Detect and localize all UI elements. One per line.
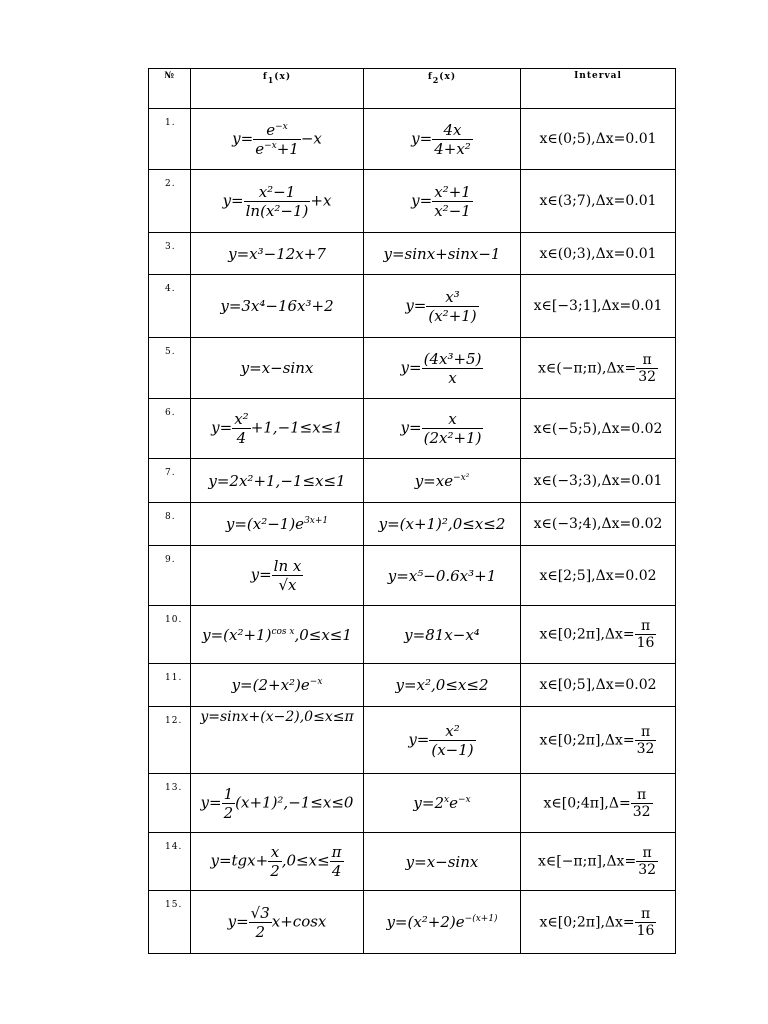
f1-cell: y= $\frac{\text{ln x}}{√x}$: [191, 546, 364, 606]
row-number: 2.: [149, 170, 191, 233]
interval-cell: x∈[2;5],Δx=0.02: [521, 546, 676, 606]
row-number: 11.: [149, 664, 191, 707]
f2-cell: y=x−sinx: [364, 833, 521, 891]
f2-cell: y= $\frac{x}{\text{(2x²+1)}}$: [364, 399, 521, 459]
table-row: [149, 546, 676, 606]
interval-cell: x∈(−π;π),Δx= $\frac{\pi}{32}$: [521, 338, 676, 399]
header-num: №: [149, 69, 191, 109]
f1-cell: y= $\frac{e^{-x}}{e^{-x}+1}$ −x: [191, 109, 364, 170]
interval-cell: x∈(−3;4),Δx=0.02: [521, 503, 676, 546]
header-f1: f1(x): [191, 69, 364, 109]
f1-cell: y=tgx+ $\frac{x}{2}$ ,0≤x≤ $\frac{\pi}{4}$: [191, 833, 364, 891]
interval-cell: x∈(0;3),Δx=0.01: [521, 233, 676, 275]
table-row: [149, 606, 676, 664]
table-row: [149, 774, 676, 833]
row-number: 3.: [149, 233, 191, 275]
table-row: [149, 707, 676, 774]
table-row: [149, 399, 676, 459]
f2-cell: $y=(x^2+2)e^{-(x+1)}$: [364, 891, 521, 954]
interval-cell: x∈(−3;3),Δx=0.01: [521, 459, 676, 503]
table-row: [149, 833, 676, 891]
header-f2: f2(x): [364, 69, 521, 109]
interval-cell: x∈[0;2π],Δx= $\frac{\pi}{16}$: [521, 606, 676, 664]
f1-cell: y=sinx+(x−2),0≤x≤π: [191, 707, 364, 774]
f1-cell: y= $\frac{\text{x²−1}}{\text{ln(x²−1)}}$ +x: [191, 170, 364, 233]
f1-cell: y=2x²+1,−1≤x≤1: [191, 459, 364, 503]
row-number: 12.: [149, 707, 191, 774]
row-number: 5.: [149, 338, 191, 399]
row-number: 13.: [149, 774, 191, 833]
table-row: [149, 664, 676, 707]
interval-cell: x∈[−π;π],Δx= $\frac{\pi}{32}$: [521, 833, 676, 891]
table-row: [149, 503, 676, 546]
f2-cell: y= $\frac{\text{x²}}{(x-1)}$: [364, 707, 521, 774]
row-number: 10.: [149, 606, 191, 664]
f1-cell: y= $\frac{1}{2}$ (x+1)²,−1≤x≤0: [191, 774, 364, 833]
interval-cell: x∈[0;2π],Δx= $\frac{\pi}{32}$: [521, 707, 676, 774]
f2-cell: y=x²,0≤x≤2: [364, 664, 521, 707]
f1-cell: y=x−sinx: [191, 338, 364, 399]
f1-cell: $y=(x^2-1)e^{3x+1}$: [191, 503, 364, 546]
row-number: 8.: [149, 503, 191, 546]
f1-cell: $y=(x^2+1)^{cos x},0\le x\le 1$: [191, 606, 364, 664]
table-row: [149, 233, 676, 275]
interval-cell: x∈(3;7),Δx=0.01: [521, 170, 676, 233]
row-number: 14.: [149, 833, 191, 891]
f1-cell: y= $\frac{√3}{2}$ x+cosx: [191, 891, 364, 954]
header-row: [149, 69, 676, 109]
f1-cell: y= $\frac{\text{x²}}{4}$ +1,−1≤x≤1: [191, 399, 364, 459]
row-number: 15.: [149, 891, 191, 954]
table-row: [149, 170, 676, 233]
interval-cell: x∈(0;5),Δx=0.01: [521, 109, 676, 170]
f2-cell: y= $\frac{\text{(4x³+5)}}{x}$: [364, 338, 521, 399]
interval-cell: x∈(−5;5),Δx=0.02: [521, 399, 676, 459]
row-number: 6.: [149, 399, 191, 459]
table-row: [149, 109, 676, 170]
f2-cell: y=x⁵−0.6x³+1: [364, 546, 521, 606]
f2-cell: $y=2^xe^{-x}$: [364, 774, 521, 833]
header-interval: Interval: [521, 69, 676, 109]
function-table: [148, 68, 676, 954]
row-number: 4.: [149, 275, 191, 338]
f2-cell: $y=xe^{-x^2}$: [364, 459, 521, 503]
f1-cell: $y=(2+x^2)e^{-x}$: [191, 664, 364, 707]
f1-cell: y=3x⁴−16x³+2: [191, 275, 364, 338]
interval-cell: x∈[0;5],Δx=0.02: [521, 664, 676, 707]
f2-cell: y=81x−x⁴: [364, 606, 521, 664]
interval-cell: x∈[−3;1],Δx=0.01: [521, 275, 676, 338]
table-row: [149, 891, 676, 954]
f2-cell: y=sinx+sinx−1: [364, 233, 521, 275]
row-number: 9.: [149, 546, 191, 606]
interval-cell: x∈[0;2π],Δx= $\frac{\pi}{16}$: [521, 891, 676, 954]
interval-cell: x∈[0;4π],Δ= $\frac{\pi}{32}$: [521, 774, 676, 833]
row-number: 1.: [149, 109, 191, 170]
f2-cell: y= $\frac{4x}{\text{4+x²}}$: [364, 109, 521, 170]
table-row: [149, 338, 676, 399]
table-row: [149, 459, 676, 503]
f2-cell: y= $\frac{\text{x²+1}}{\text{x²−1}}$: [364, 170, 521, 233]
f2-cell: y=(x+1)²,0≤x≤2: [364, 503, 521, 546]
table-row: [149, 275, 676, 338]
f1-cell: y=x³−12x+7: [191, 233, 364, 275]
f2-cell: y= $\frac{\text{x³}}{\text{(x²+1)}}$: [364, 275, 521, 338]
row-number: 7.: [149, 459, 191, 503]
